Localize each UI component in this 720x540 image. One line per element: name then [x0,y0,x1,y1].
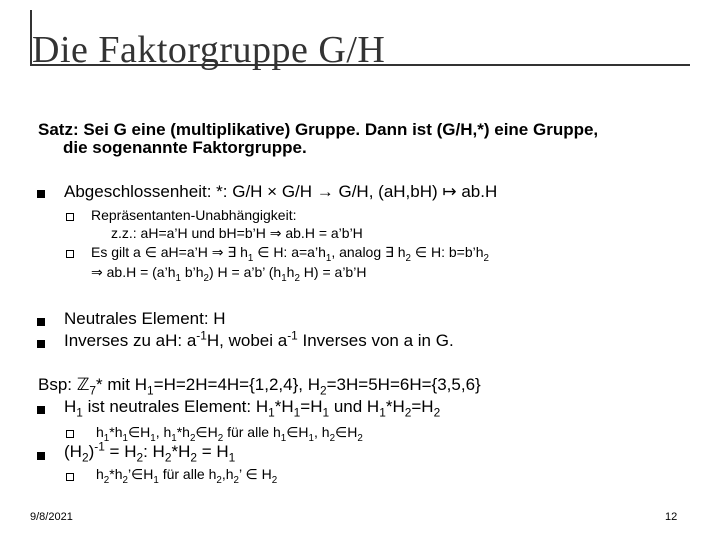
sub-rep-line-2: z.z.: aH=a’H und bH=b’H ⇒ ab.H = a’b’H [111,225,363,241]
satz-line-1: Satz: Sei G eine (multiplikative) Gruppe. Dann ist (G/H,*) eine Gruppe, [38,120,599,139]
example-line: Bsp: ℤ$_7$* mit $H_1=H=2H=4H=\{1,2,4\}$, $H_2=3H=5H=6H=\{3,5,6\}$ [38,375,481,398]
sub-h2-products: $h_2*h_2’\in H_1$ für alle $h_2,h_2$’ ∈ $H_2$ [96,466,278,486]
bullet-h1-neutral: $H_1$ ist neutrales Element: $H_1*H_1=H_1$ und $H_1*H_2=H_2$ [64,397,441,420]
satz-line-2: die sogenannte Faktorgruppe. [63,138,307,157]
bullet-square-icon [37,318,45,326]
bullet-square-icon [37,190,45,198]
sub-bullet-square-icon [66,430,74,438]
bullet-square-icon [37,340,45,348]
sub-rep-line-1: Repräsentanten-Unabhängigkeit: [91,207,297,223]
slide-title: Die Faktorgruppe G/H [32,29,386,71]
bullet-closure: Abgeschlossenheit: *: G/H × G/H → G/H, (aH,bH) ↦ ab.H [64,182,498,201]
sub-h1-products: $h_1*h_1\in H_1$, $h_1*h_2\in H_2$ für alle $h_1\in H_1$, $h_2\in H_2$ [96,424,363,444]
sub-bullet-square-icon [66,473,74,481]
bullet-inverse: Inverses zu aH: $a^{-1}H$, wobei $a^{-1}$ Inverses von a in G. [64,328,454,350]
footer-page-number: 12 [665,511,678,523]
sub-gilt-line-1: Es gilt a ∈ aH=a’H ⇒ ∃ $h_1$ ∈ H: $a=a’h_1$, analog ∃ $h_2$ ∈ H: $b=b’h_2$ [91,244,489,264]
sub-bullet-square-icon [66,250,74,258]
sub-bullet-square-icon [66,213,74,221]
bullet-square-icon [37,406,45,414]
sub-gilt-line-2: ⇒ $ab.H = (a’h_1$ $b’h_2$) H = a’b’ ($h_1h_2$ H) = a’b’H [91,264,367,284]
footer-date: 9/8/2021 [30,511,73,523]
bullet-h2-inverse: $(H_2)^{-1} = H_2$: $H_2*H_2 = H_1$ [64,439,236,465]
bullet-square-icon [37,452,45,460]
bullet-neutral: Neutrales Element: H [64,309,226,328]
